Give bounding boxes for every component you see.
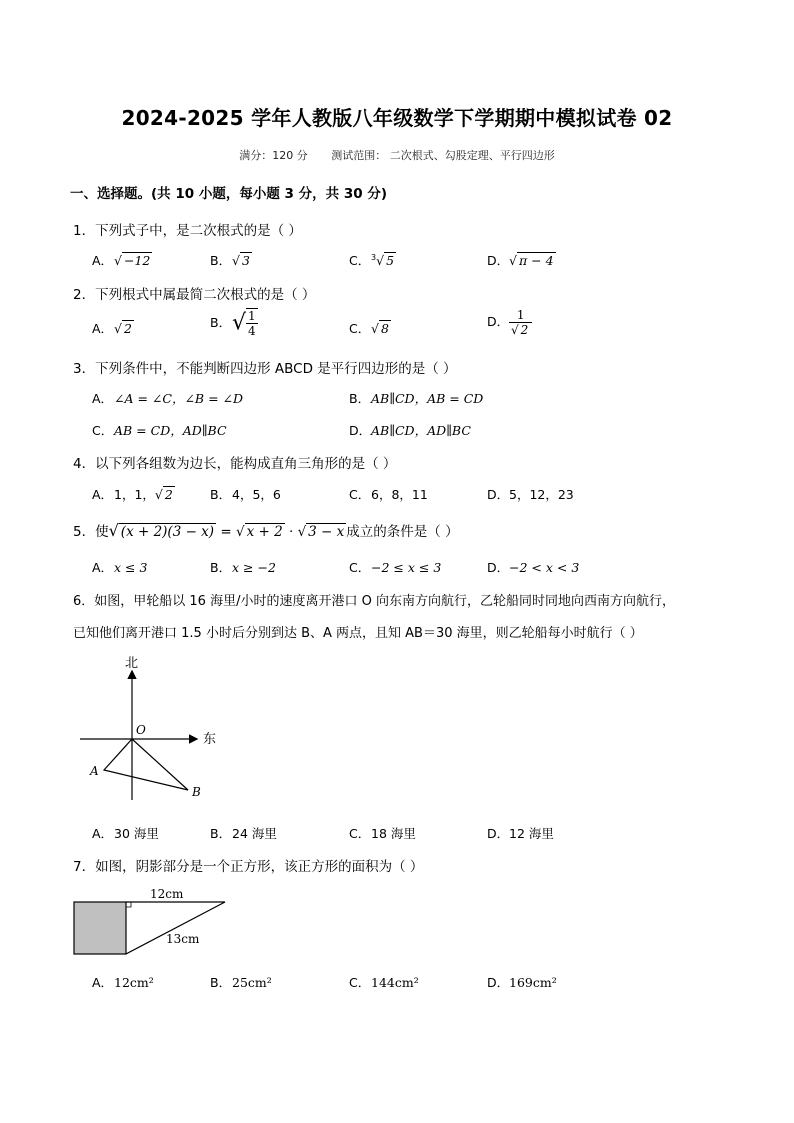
q3-option-b bbox=[349, 389, 483, 407]
fraction bbox=[509, 308, 532, 337]
question-5-stem: 5．使√ (x + 2)(3 − x) = √ x + 2 · √ 3 − x 成立的条件是（ ） bbox=[73, 521, 459, 540]
option-label: C． bbox=[349, 487, 371, 502]
option-value: −2 ≤ x ≤ 3 bbox=[371, 560, 442, 575]
radicand: 5 bbox=[386, 253, 395, 268]
radicand: 3 bbox=[241, 253, 250, 268]
option-value: AB∥CD，AB = CD bbox=[371, 391, 484, 406]
q7-option-a bbox=[92, 973, 154, 991]
q7-option-d bbox=[487, 973, 557, 991]
q1-option-c: C．$^3$√ 5 bbox=[349, 252, 395, 268]
root-index: 3 bbox=[371, 252, 377, 262]
equals-sign: = bbox=[216, 524, 236, 540]
question-1-stem: 1．下列式子中，是二次根式的是（ ） bbox=[73, 223, 302, 239]
q3-option-d bbox=[349, 421, 471, 439]
option-value: 25cm² bbox=[232, 975, 272, 990]
option-label: B． bbox=[210, 826, 232, 841]
option-label: A． bbox=[92, 321, 114, 336]
option-label: D． bbox=[487, 975, 510, 990]
numerator: 1 bbox=[509, 308, 532, 323]
stem-suffix: 成立的条件是（ ） bbox=[346, 524, 459, 540]
q2-option-d bbox=[487, 308, 532, 337]
option-value: AB = CD，AD∥BC bbox=[114, 423, 227, 438]
option-label: B． bbox=[210, 975, 232, 990]
denominator: √ 2 bbox=[511, 323, 529, 337]
q3-option-c bbox=[92, 421, 227, 439]
option-value: 6，8，11 bbox=[371, 487, 428, 502]
q1-option-a: A．√ −12 bbox=[92, 253, 151, 268]
option-value: 12cm² bbox=[114, 975, 154, 990]
numerator: 1 bbox=[248, 309, 256, 323]
option-value: −2 < x < 3 bbox=[509, 560, 580, 575]
option-label: A． bbox=[92, 975, 114, 990]
compass-triangle-figure bbox=[70, 650, 230, 810]
fraction bbox=[246, 308, 258, 338]
question-3-stem: 3．下列条件中，不能判断四边形 ABCD 是平行四边形的是（ ） bbox=[73, 361, 457, 377]
radicand: 3 − x bbox=[308, 524, 345, 540]
option-label: A． bbox=[92, 487, 114, 502]
option-label: D． bbox=[487, 826, 510, 841]
point-a-label: A bbox=[90, 764, 99, 778]
option-label: C． bbox=[349, 560, 371, 575]
q2-option-b: B．√ $\frac{1}{4}$ bbox=[210, 309, 256, 338]
option-label: B． bbox=[210, 560, 232, 575]
option-label: D． bbox=[487, 560, 510, 575]
option-label: A． bbox=[92, 826, 114, 841]
page-title: 2024-2025 学年人教版八年级数学下学期期中模拟试卷 02 bbox=[121, 106, 673, 130]
stem-prefix: 5．使 bbox=[73, 524, 109, 540]
test-scope: 测试范围： 二次根式、勾股定理、平行四边形 bbox=[331, 149, 555, 162]
radicand: π − 4 bbox=[518, 253, 554, 268]
q6-option-b bbox=[210, 824, 277, 842]
question-6-line-1: 6．如图，甲轮船以 16 海里/小时的速度离开港口 O 向东南方向航行，乙轮船同时同地向西南方向航行， bbox=[73, 594, 675, 609]
right-triangle bbox=[126, 902, 225, 954]
q3-option-a bbox=[92, 389, 243, 407]
point-b-label: B bbox=[192, 785, 201, 799]
option-label: B． bbox=[210, 314, 232, 330]
option-value: ∠A = ∠C，∠B = ∠D bbox=[114, 391, 244, 406]
q6-option-a bbox=[92, 824, 159, 842]
option-label: A． bbox=[92, 253, 114, 268]
q5-option-c bbox=[349, 558, 441, 576]
shaded-square bbox=[74, 902, 126, 954]
option-label: A． bbox=[92, 560, 114, 575]
option-value: 144cm² bbox=[371, 975, 419, 990]
option-value: 169cm² bbox=[509, 975, 557, 990]
option-label: B． bbox=[210, 487, 232, 502]
q5-option-d bbox=[487, 558, 579, 576]
q7-option-b bbox=[210, 973, 272, 991]
q5-option-a bbox=[92, 558, 147, 576]
point-o-label: O bbox=[136, 723, 146, 737]
q2-option-c: C．√ 8 bbox=[349, 321, 389, 336]
option-value: x ≤ 3 bbox=[114, 560, 148, 575]
q4-option-d bbox=[487, 485, 574, 503]
question-2-stem: 2．下列根式中属最简二次根式的是（ ） bbox=[73, 287, 316, 303]
option-value: AB∥CD，AD∥BC bbox=[371, 423, 471, 438]
q4-option-c bbox=[349, 485, 428, 503]
option-value: 1，1， bbox=[114, 487, 155, 502]
radicand: 2 bbox=[164, 487, 173, 502]
option-label: C． bbox=[92, 423, 114, 438]
option-value: 30 海里 bbox=[114, 826, 159, 841]
full-score: 满分：120 分 bbox=[239, 149, 308, 162]
top-side-label: 12cm bbox=[150, 887, 184, 901]
option-label: D． bbox=[487, 253, 510, 268]
option-label: C． bbox=[349, 826, 371, 841]
q7-option-c bbox=[349, 973, 419, 991]
option-label: B． bbox=[349, 391, 371, 406]
option-label: D． bbox=[487, 314, 510, 329]
radicand: −12 bbox=[123, 253, 151, 268]
question-6-line-2: 已知他们离开港口 1.5 小时后分别到达 B、A 两点，且知 AB＝30 海里，则乙轮船每小时航行（ ） bbox=[73, 626, 643, 641]
option-value: 12 海里 bbox=[509, 826, 554, 841]
north-label: 北 bbox=[125, 656, 139, 671]
option-value: 5，12，23 bbox=[509, 487, 574, 502]
option-value: 24 海里 bbox=[232, 826, 277, 841]
east-label: 东 bbox=[203, 732, 217, 747]
q6-option-d bbox=[487, 824, 554, 842]
radicand: x + 2 bbox=[246, 524, 283, 540]
option-label: C． bbox=[349, 253, 371, 268]
option-label: C． bbox=[349, 975, 371, 990]
option-value: 4，5，6 bbox=[232, 487, 281, 502]
q1-option-d: D．√ π − 4 bbox=[487, 253, 554, 268]
option-label: D． bbox=[349, 423, 372, 438]
q5-option-b bbox=[210, 558, 276, 576]
exam-meta bbox=[0, 147, 794, 163]
section-heading: 一、选择题。(共 10 小题，每小题 3 分，共 30 分) bbox=[70, 186, 388, 202]
triangle-oab bbox=[104, 739, 188, 790]
q1-option-b: B．√ 3 bbox=[210, 253, 250, 268]
q6-option-c bbox=[349, 824, 416, 842]
radicand: 2 bbox=[123, 321, 132, 336]
question-4-stem: 4．以下列各组数为边长，能构成直角三角形的是（ ） bbox=[73, 456, 397, 472]
radicand: (x + 2)(3 − x) bbox=[120, 524, 215, 540]
option-value: 18 海里 bbox=[371, 826, 416, 841]
q4-option-a: A．1，1，√ 2 bbox=[92, 487, 173, 502]
radicand: 8 bbox=[380, 321, 389, 336]
option-label: C． bbox=[349, 321, 371, 336]
option-value: x ≥ −2 bbox=[232, 560, 276, 575]
question-7-stem: 7．如图，阴影部分是一个正方形，该正方形的面积为（ ） bbox=[73, 859, 424, 875]
right-angle-mark bbox=[126, 902, 131, 907]
square-triangle-figure bbox=[70, 880, 240, 960]
q4-option-b bbox=[210, 485, 281, 503]
option-label: A． bbox=[92, 391, 114, 406]
denominator: 4 bbox=[248, 324, 256, 338]
dot-operator: · bbox=[284, 524, 298, 540]
hypotenuse-label: 13cm bbox=[166, 932, 200, 946]
option-label: D． bbox=[487, 487, 510, 502]
option-label: B． bbox=[210, 253, 232, 268]
q2-option-a: A．√ 2 bbox=[92, 321, 132, 336]
